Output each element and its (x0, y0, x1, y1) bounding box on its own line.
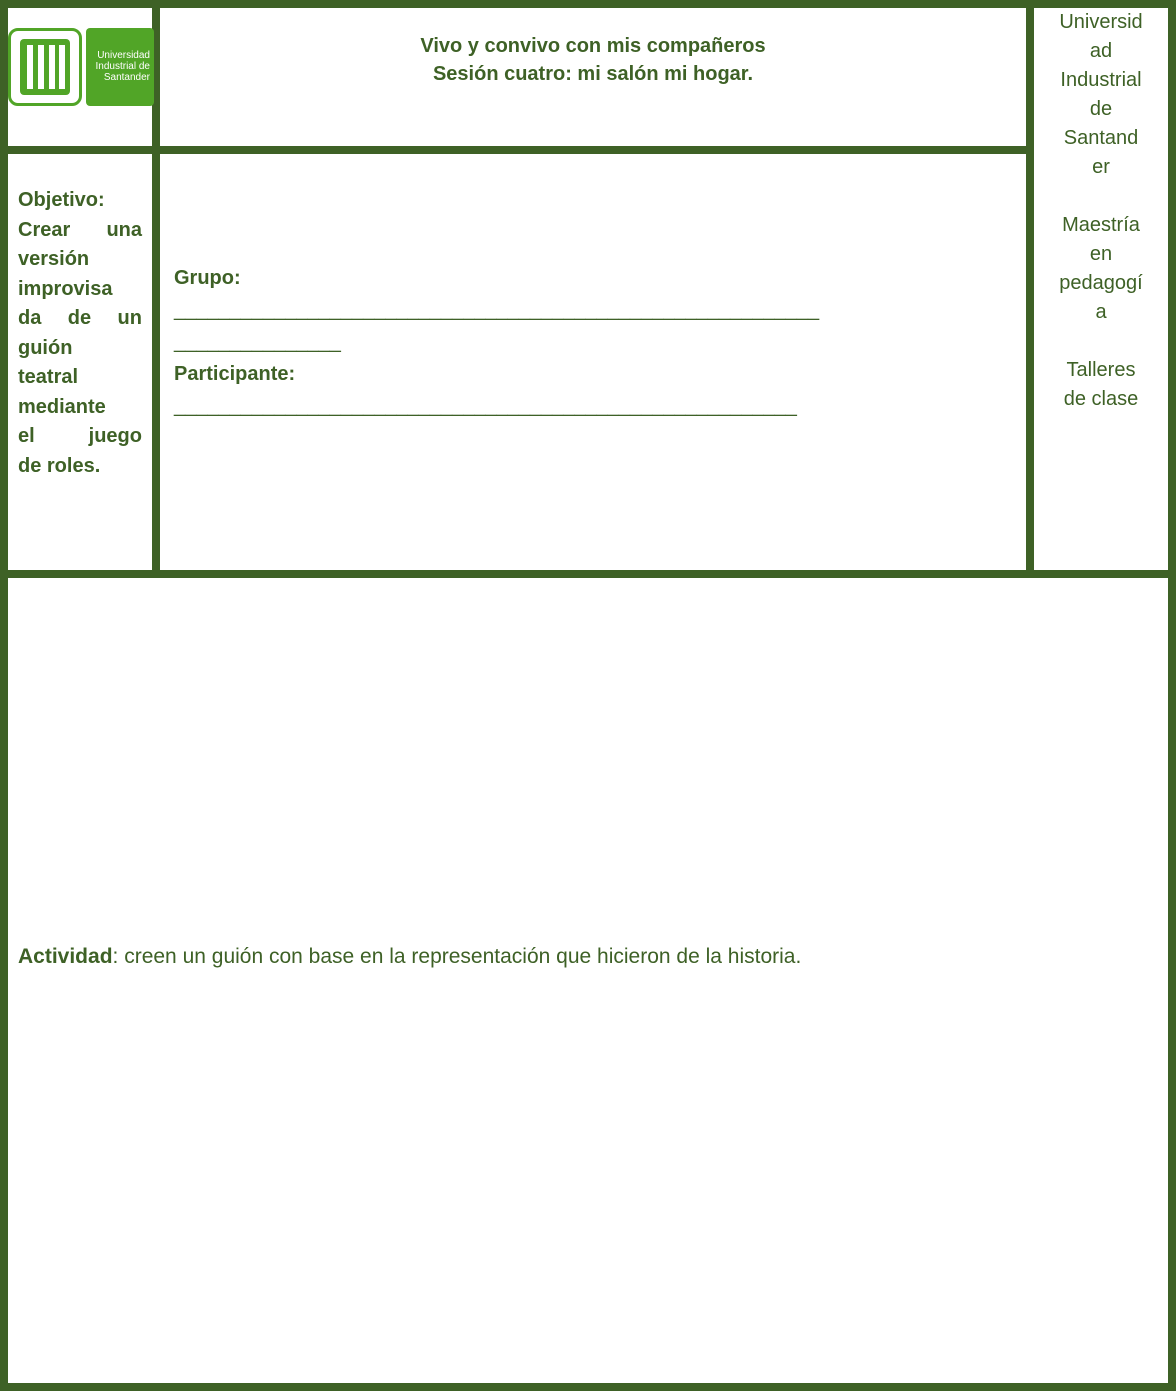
title-line-2: Sesión cuatro: mi salón mi hogar. (432, 63, 754, 85)
participant-blank-line[interactable]: ________________________________________________________ (174, 395, 797, 417)
border-right (1168, 0, 1176, 1391)
objective-line: da de un (18, 307, 142, 329)
participant-label: Participante: (174, 363, 296, 385)
program-line: Maestría (1062, 214, 1140, 236)
border-bottom (0, 1383, 1176, 1391)
program-spacer (1034, 327, 1168, 356)
objective-line: guión (18, 336, 73, 359)
objective-line: improvisa (18, 277, 113, 300)
title-line-1: Vivo y convivo con mis compañeros (420, 35, 766, 57)
activity-instruction (18, 945, 801, 969)
divider-row-2 (0, 570, 1176, 578)
objective-text (18, 186, 142, 481)
uis-logo-text (86, 28, 154, 106)
logo-text-line: Santander (103, 72, 150, 83)
activity-label: Actividad (18, 945, 113, 968)
objective-line: teatral (18, 366, 79, 388)
program-line: pedagogí (1059, 272, 1143, 294)
activity-text: : creen un guión con base en la representación que hicieron de la historia. (112, 945, 802, 968)
session-title (160, 32, 1026, 88)
objective-line: mediante (18, 395, 106, 418)
group-blank-line[interactable]: __________________________________________________________ (174, 299, 820, 321)
type-line: Talleres (1066, 359, 1136, 381)
institution-line: ad (1089, 40, 1113, 62)
objective-line: el juego (18, 425, 142, 447)
divider-row-1 (0, 146, 1034, 154)
uis-logo (6, 28, 154, 106)
logo-text-line: Universidad (97, 50, 150, 61)
student-form (174, 262, 1014, 422)
institution-line: er (1092, 156, 1110, 178)
group-blank-line-continuation[interactable]: _______________ (174, 331, 341, 353)
program-line: en (1089, 243, 1113, 265)
institution-line: Universid (1059, 11, 1143, 33)
group-label: Grupo: (174, 267, 241, 289)
institution-spacer (1034, 182, 1168, 211)
institution-line: Santand (1063, 127, 1139, 149)
divider-col-2 (1026, 0, 1034, 578)
border-top (0, 0, 1176, 8)
border-left (0, 0, 8, 1391)
objective-line: Objetivo: (18, 189, 105, 211)
type-line: de clase (1063, 388, 1139, 410)
institution-panel (1034, 8, 1168, 414)
objective-line: de roles. (18, 454, 101, 477)
objective-line: Crear una (18, 218, 142, 241)
institution-line: Industrial (1060, 69, 1142, 91)
program-line: a (1095, 301, 1107, 323)
uis-logo-mark (8, 28, 82, 106)
logo-text-line: Industrial de (95, 61, 150, 72)
institution-line: de (1089, 98, 1113, 120)
objective-line: versión (18, 248, 90, 270)
